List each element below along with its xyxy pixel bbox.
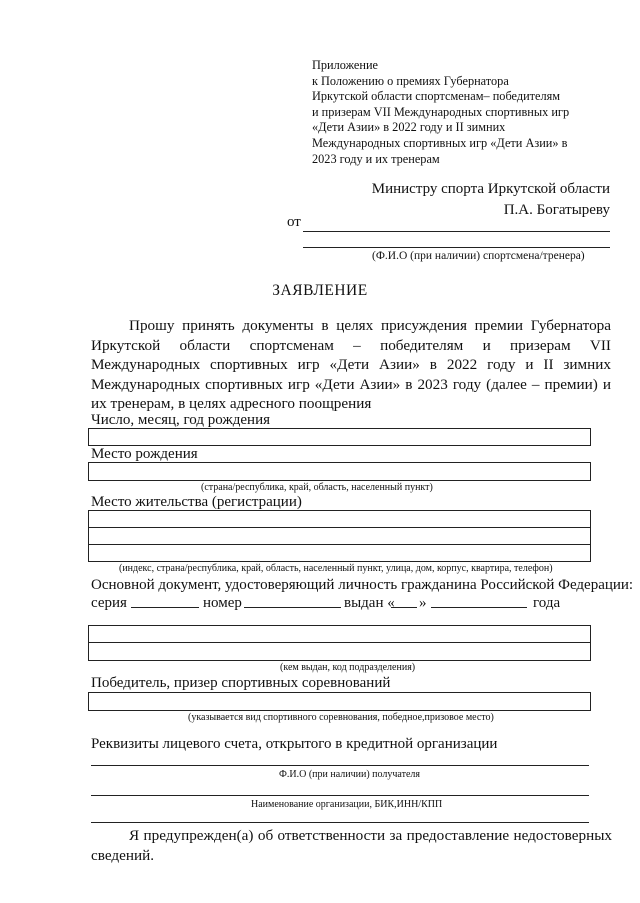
residence-row[interactable] <box>89 528 590 545</box>
residence-row[interactable] <box>89 511 590 528</box>
winner-label: Победитель, призер спортивных соревнований <box>91 675 391 691</box>
series-line[interactable] <box>131 607 199 608</box>
issued-day-line[interactable] <box>391 607 417 608</box>
addressee-block <box>372 179 610 221</box>
recipient-line[interactable] <box>91 765 589 766</box>
id-doc-label: Основной документ, удостоверяющий личность гражданина Российской Федерации: <box>91 577 634 593</box>
addressee-name: П.А. Богатыреву <box>503 202 610 218</box>
winner-field[interactable] <box>88 692 591 711</box>
org-hint: Наименование организации, БИК,ИНН/КПП <box>251 799 443 810</box>
residence-label: Место жительства (регистрации) <box>91 494 302 510</box>
document-title: ЗАЯВЛЕНИЕ <box>272 282 368 299</box>
year-label: года <box>533 595 561 611</box>
birth-place-field[interactable] <box>88 462 591 481</box>
issued-by-row[interactable] <box>89 626 590 643</box>
issued-label: выдан « <box>344 595 395 611</box>
series-label: серия <box>91 595 127 611</box>
appendix-line: Приложение <box>312 58 378 72</box>
appendix-line: к Положению о премиях Губернатора <box>312 73 509 88</box>
request-text: Прошу принять документы в целях присуждения премии Губернатора Иркутской области спортсменам – победителям и призерам VII Международных спортивных игр «Дети Азии» в 2022 году и II зимних Международных спортивных игр «Дети Азии» в 2023 году (далее – премии) и их тренерам, в целях адресного поощрения <box>91 317 611 412</box>
appendix-line: 2023 году и их тренерам <box>312 151 440 166</box>
appendix-line: Иркутской области спортсменам– победителям <box>312 89 561 104</box>
appendix-block <box>312 58 612 167</box>
extra-line[interactable] <box>91 822 589 823</box>
warning-text: Я предупрежден(а) об ответственности за предоставление недостоверных сведений. <box>91 827 612 864</box>
org-line[interactable] <box>91 795 589 796</box>
issued-by-hint: (кем выдан, код подразделения) <box>280 662 416 673</box>
winner-hint: (указывается вид спортивного соревнования, победное,призовое место) <box>188 712 494 723</box>
recipient-hint: Ф.И.О (при наличии) получателя <box>279 769 420 780</box>
residence-row[interactable] <box>89 545 590 561</box>
account-label: Реквизиты лицевого счета, открытого в кредитной организации <box>91 736 498 752</box>
residence-field[interactable] <box>88 510 591 562</box>
appendix-line: и призерам VII Международных спортивных игр <box>312 104 570 119</box>
issued-month-line[interactable] <box>431 607 527 608</box>
birth-place-hint: (страна/республика, край, область, населенный пункт) <box>201 482 433 493</box>
warning-paragraph <box>91 826 612 866</box>
from-name-line-2[interactable] <box>303 247 610 248</box>
residence-hint: (индекс, страна/республика, край, область, населенный пункт, улица, дом, корпус, квартира, телефон) <box>119 563 553 574</box>
number-line[interactable] <box>244 607 341 608</box>
from-caption: (Ф.И.О (при наличии) спортсмена/тренера) <box>372 250 585 262</box>
issued-quote-close: » <box>419 595 427 611</box>
from-label: от <box>287 214 301 230</box>
appendix-line: Международных спортивных игр «Дети Азии» в <box>312 135 568 150</box>
appendix-line: «Дети Азии» в 2022 году и II зимних <box>312 120 506 135</box>
addressee-position: Министру спорта Иркутской области <box>371 181 610 197</box>
issued-by-row[interactable] <box>89 643 590 659</box>
issued-by-field[interactable] <box>88 625 591 661</box>
birth-date-field[interactable] <box>88 428 591 446</box>
birth-date-label: Число, месяц, год рождения <box>91 412 270 428</box>
from-name-line[interactable] <box>303 231 610 232</box>
birth-place-label: Место рождения <box>91 446 198 462</box>
number-label: номер <box>203 595 242 611</box>
request-paragraph <box>91 316 611 414</box>
